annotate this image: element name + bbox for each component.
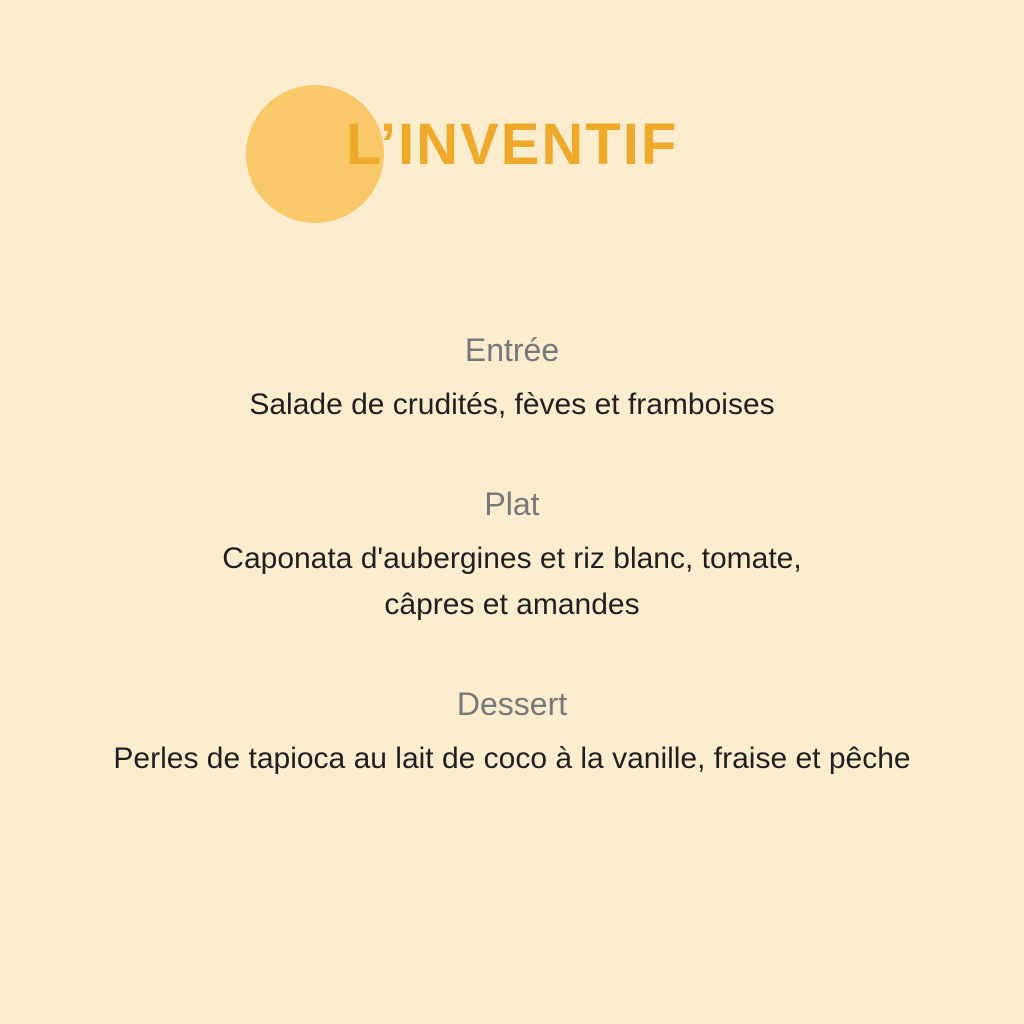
menu-section-dessert [0, 687, 1024, 783]
menu-section-entree [0, 333, 1024, 429]
dish-plat-line-2: câpres et amandes [384, 588, 640, 622]
dish-entree-line-1: Salade de crudités, fèves et framboises [249, 388, 775, 422]
dish-plat-line-1: Caponata d'aubergines et riz blanc, tomate, [222, 541, 802, 575]
dish-dessert-line-1: Perles de tapioca au lait de coco à la vanille, fraise et pêche [113, 742, 911, 776]
section-header-dessert: Dessert [456, 685, 568, 722]
menu-section-plat [0, 487, 1024, 629]
section-header-plat: Plat [484, 485, 540, 522]
menu-body [0, 333, 1024, 841]
section-header-entree: Entrée [464, 332, 560, 368]
restaurant-title: L’INVENTIF [345, 112, 679, 177]
